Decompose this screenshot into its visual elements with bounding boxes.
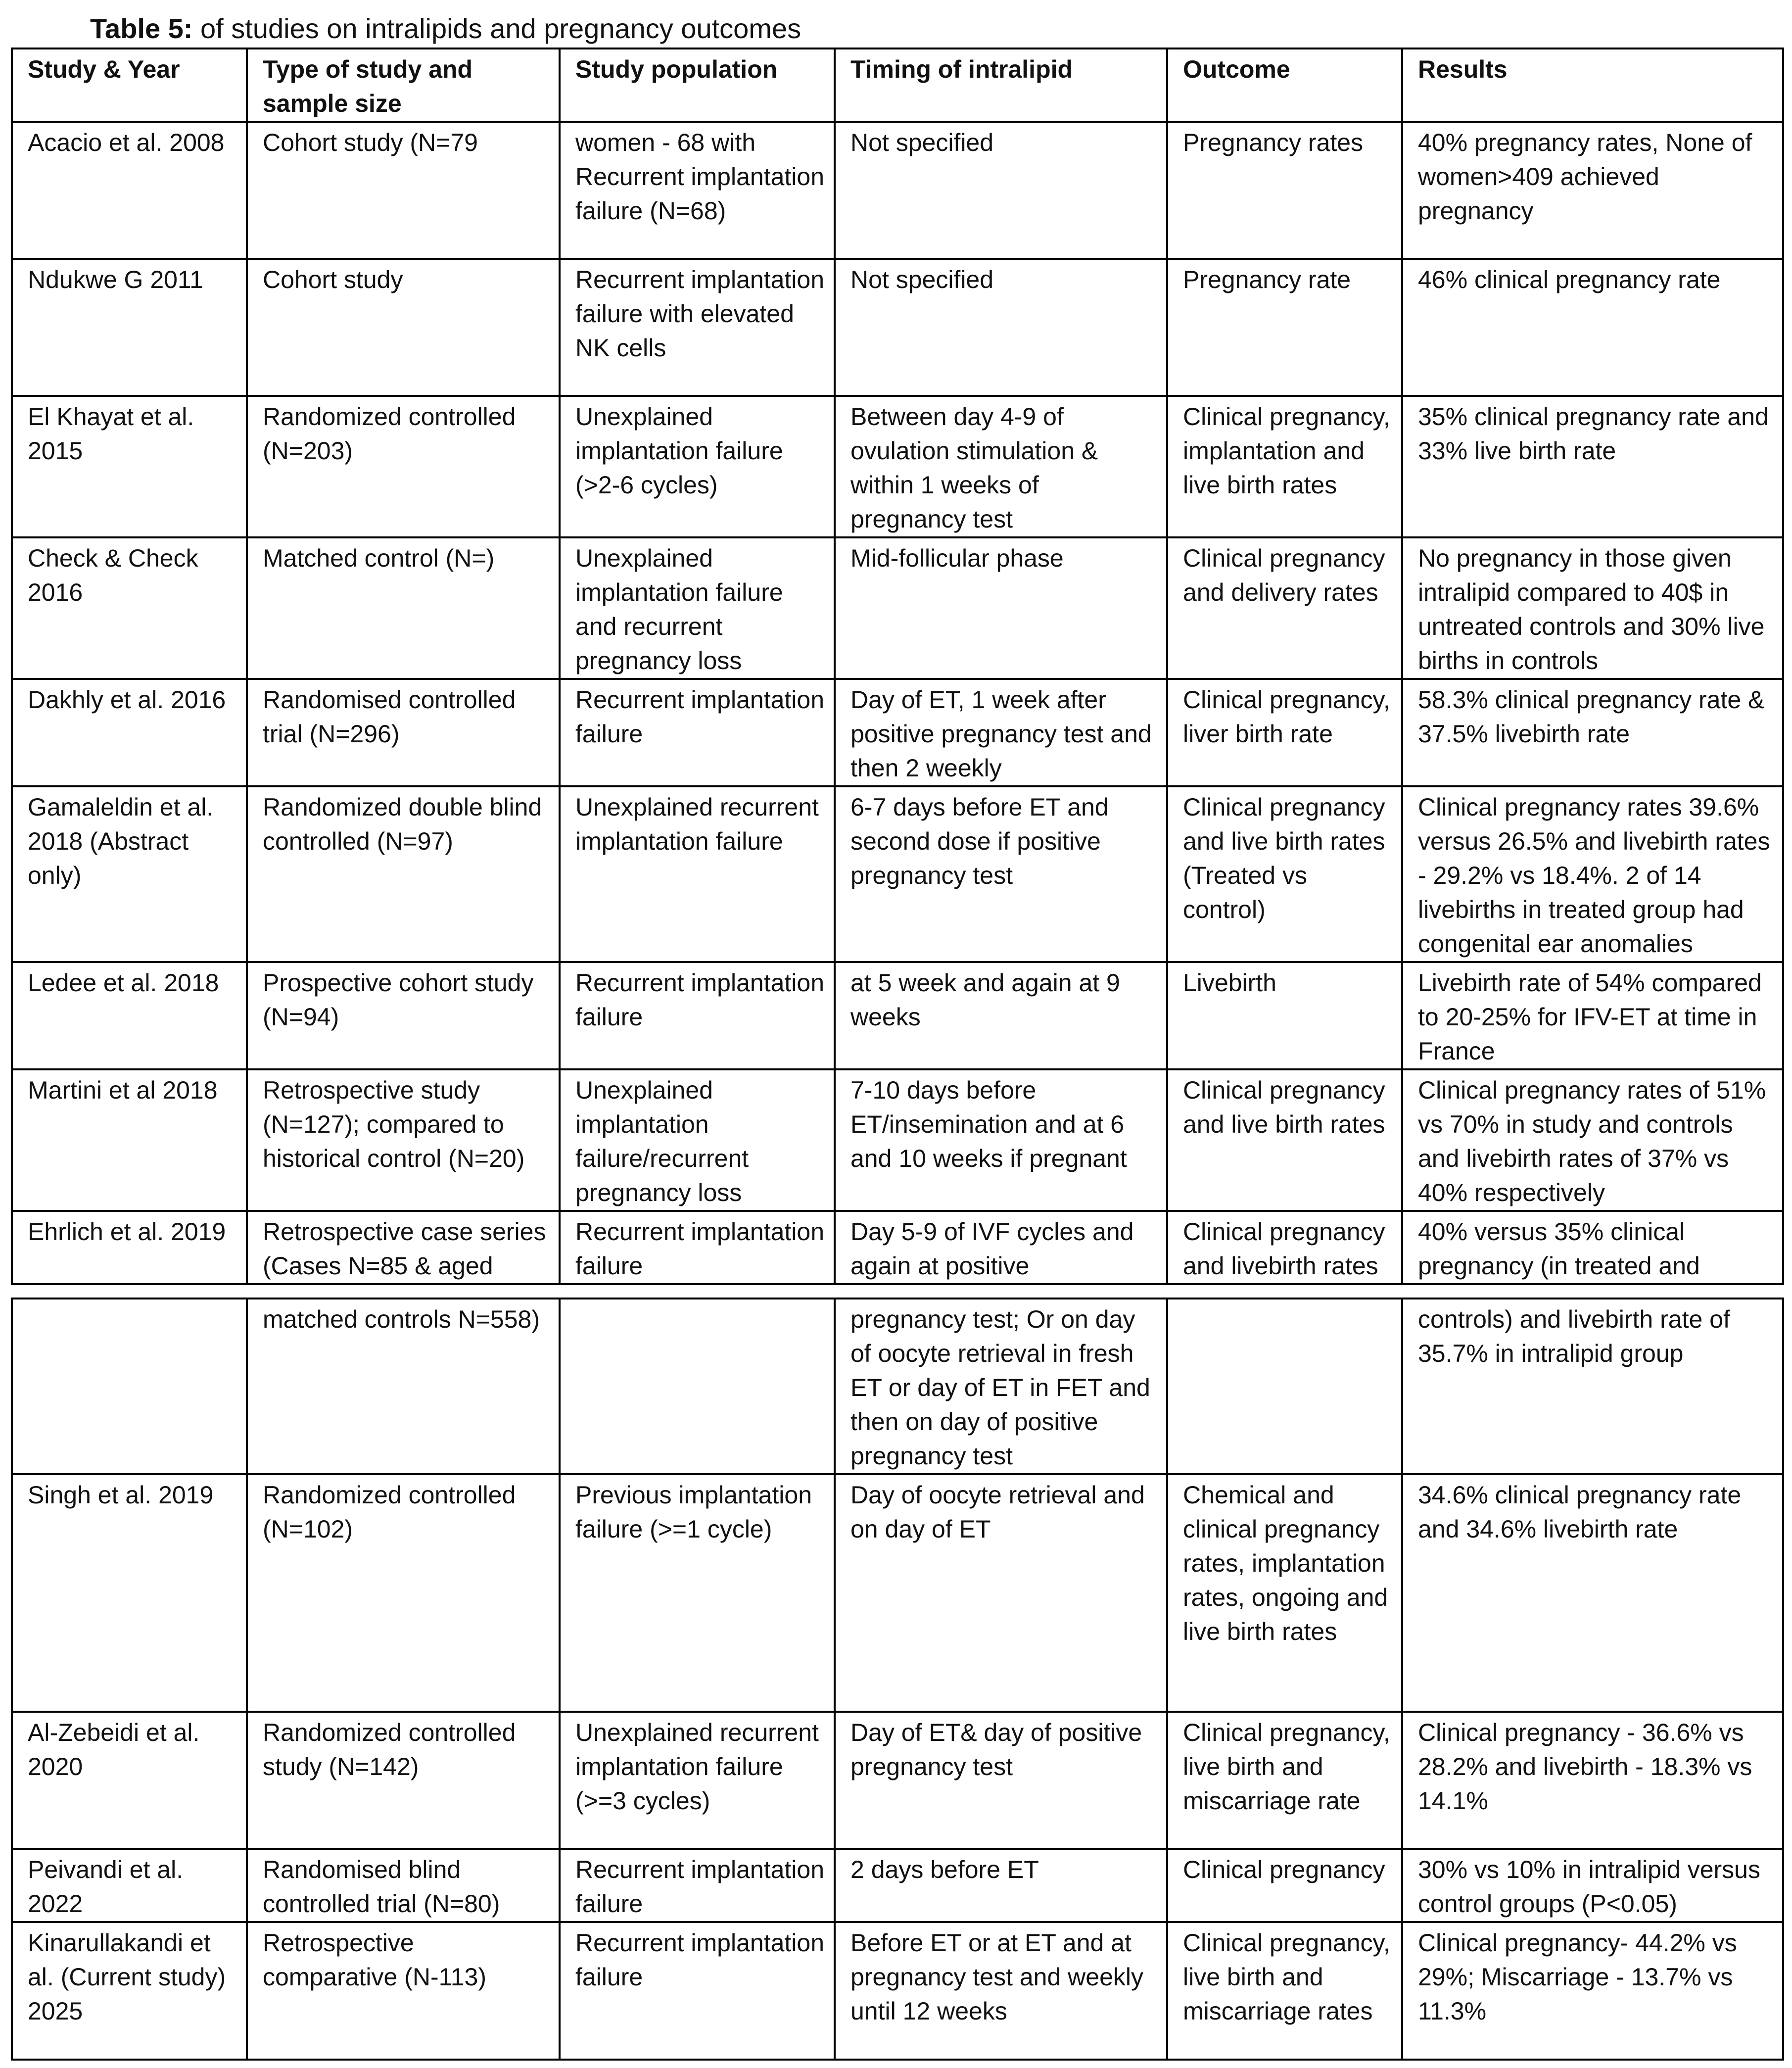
cell-population: Recurrent implantation failure — [560, 1922, 835, 2060]
header-row — [12, 48, 1783, 122]
cell-results: Clinical pregnancy - 36.6% vs 28.2% and livebirth - 18.3% vs 14.1% — [1402, 1712, 1783, 1849]
cell-timing: pregnancy test; Or on day of oocyte retrieval in fresh ET or day of ET in FET and then on day of positive pregnancy test — [835, 1299, 1167, 1474]
cell-type: Prospective cohort study (N=94) — [247, 962, 560, 1069]
cell-outcome: Clinical pregnancy, live birth and miscarriage rates — [1167, 1922, 1402, 2060]
table-caption — [90, 9, 801, 48]
cell-results: 40% versus 35% clinical pregnancy (in treated and — [1402, 1211, 1783, 1284]
table-row — [12, 396, 1783, 537]
cell-population: Recurrent implantation failure with elevated NK cells — [560, 259, 835, 396]
cell-outcome: Clinical pregnancy — [1167, 1849, 1402, 1922]
cell-type: Randomized controlled (N=102) — [247, 1474, 560, 1712]
cell-timing: Day of ET, 1 week after positive pregnancy test and then 2 weekly — [835, 679, 1167, 786]
cell-population: Recurrent implantation failure — [560, 679, 835, 786]
cell-population: Unexplained implantation failure and recurrent pregnancy loss — [560, 537, 835, 679]
header-results: Results — [1402, 48, 1783, 122]
cell-timing: 6-7 days before ET and second dose if positive pregnancy test — [835, 786, 1167, 962]
cell-results: controls) and livebirth rate of 35.7% in intralipid group — [1402, 1299, 1783, 1474]
cell-results: 30% vs 10% in intralipid versus control groups (P<0.05) — [1402, 1849, 1783, 1922]
table-row — [12, 679, 1783, 786]
cell-population: Previous implantation failure (>=1 cycle) — [560, 1474, 835, 1712]
cell-outcome: Clinical pregnancy and delivery rates — [1167, 537, 1402, 679]
cell-population: Recurrent implantation failure — [560, 1211, 835, 1284]
cell-study: Acacio et al. 2008 — [12, 122, 247, 259]
cell-timing: Between day 4-9 of ovulation stimulation & within 1 weeks of pregnancy test — [835, 396, 1167, 537]
cell-type: Randomised blind controlled trial (N=80) — [247, 1849, 560, 1922]
cell-study: El Khayat et al. 2015 — [12, 396, 247, 537]
table-row — [12, 1299, 1783, 1474]
cell-type: Randomized controlled (N=203) — [247, 396, 560, 537]
cell-population: Unexplained implantation failure/recurrent pregnancy loss — [560, 1069, 835, 1211]
cell-outcome: Clinical pregnancy, live birth and miscarriage rate — [1167, 1712, 1402, 1849]
cell-timing: Mid-follicular phase — [835, 537, 1167, 679]
studies-table-part2 — [11, 1298, 1784, 2061]
cell-population — [560, 1299, 835, 1474]
table-row — [12, 537, 1783, 679]
cell-study: Peivandi et al. 2022 — [12, 1849, 247, 1922]
table-row — [12, 1712, 1783, 1849]
cell-study: Ehrlich et al. 2019 — [12, 1211, 247, 1284]
studies-table-part1 — [11, 48, 1784, 1285]
cell-results: Clinical pregnancy rates 39.6% versus 26.5% and livebirth rates - 29.2% vs 18.4%. 2 of 14 livebirths in treated group had congenital ear anomalies — [1402, 786, 1783, 962]
cell-population: Recurrent implantation failure — [560, 1849, 835, 1922]
header-outcome: Outcome — [1167, 48, 1402, 122]
cell-timing: Day of ET& day of positive pregnancy test — [835, 1712, 1167, 1849]
cell-outcome: Clinical pregnancy, implantation and live birth rates — [1167, 396, 1402, 537]
cell-outcome — [1167, 1299, 1402, 1474]
header-timing: Timing of intralipid — [835, 48, 1167, 122]
header-study-year: Study & Year — [12, 48, 247, 122]
table-row — [12, 1211, 1783, 1284]
cell-results: 35% clinical pregnancy rate and 33% live birth rate — [1402, 396, 1783, 537]
cell-study: Gamaleldin et al. 2018 (Abstract only) — [12, 786, 247, 962]
table-label: Table 5: — [90, 13, 193, 44]
cell-study: Kinarullakandi et al. (Current study) 2025 — [12, 1922, 247, 2060]
table-row — [12, 786, 1783, 962]
cell-outcome: Clinical pregnancy and live birth rates — [1167, 1069, 1402, 1211]
cell-type: Randomized double blind controlled (N=97) — [247, 786, 560, 962]
cell-study: Ndukwe G 2011 — [12, 259, 247, 396]
header-type-of-study: Type of study and sample size — [247, 48, 560, 122]
table-row — [12, 122, 1783, 259]
cell-timing: Not specified — [835, 259, 1167, 396]
cell-study — [12, 1299, 247, 1474]
cell-timing: 7-10 days before ET/insemination and at 6 and 10 weeks if pregnant — [835, 1069, 1167, 1211]
cell-type: Cohort study — [247, 259, 560, 396]
cell-study: Ledee et al. 2018 — [12, 962, 247, 1069]
cell-timing: at 5 week and again at 9 weeks — [835, 962, 1167, 1069]
cell-results: 46% clinical pregnancy rate — [1402, 259, 1783, 396]
cell-type: matched controls N=558) — [247, 1299, 560, 1474]
cell-outcome: Clinical pregnancy, liver birth rate — [1167, 679, 1402, 786]
cell-type: Matched control (N=) — [247, 537, 560, 679]
cell-study: Dakhly et al. 2016 — [12, 679, 247, 786]
cell-study: Al-Zebeidi et al. 2020 — [12, 1712, 247, 1849]
cell-type: Randomised controlled trial (N=296) — [247, 679, 560, 786]
cell-study: Check & Check 2016 — [12, 537, 247, 679]
cell-timing: Day of oocyte retrieval and on day of ET — [835, 1474, 1167, 1712]
cell-results: Clinical pregnancy- 44.2% vs 29%; Miscarriage - 13.7% vs 11.3% — [1402, 1922, 1783, 2060]
cell-results: Livebirth rate of 54% compared to 20-25% for IFV-ET at time in France — [1402, 962, 1783, 1069]
cell-results: 40% pregnancy rates, None of women>409 achieved pregnancy — [1402, 122, 1783, 259]
cell-timing: 2 days before ET — [835, 1849, 1167, 1922]
header-study-population: Study population — [560, 48, 835, 122]
table-row — [12, 1069, 1783, 1211]
cell-outcome: Livebirth — [1167, 962, 1402, 1069]
cell-timing: Day 5-9 of IVF cycles and again at positive — [835, 1211, 1167, 1284]
cell-population: Unexplained implantation failure (>2-6 cycles) — [560, 396, 835, 537]
cell-results: Clinical pregnancy rates of 51% vs 70% in study and controls and livebirth rates of 37% vs 40% respectively — [1402, 1069, 1783, 1211]
cell-outcome: Clinical pregnancy and livebirth rates — [1167, 1211, 1402, 1284]
cell-population: women - 68 with Recurrent implantation failure (N=68) — [560, 122, 835, 259]
cell-results: 34.6% clinical pregnancy rate and 34.6% livebirth rate — [1402, 1474, 1783, 1712]
table-row — [12, 1922, 1783, 2060]
table-row — [12, 259, 1783, 396]
cell-type: Retrospective case series (Cases N=85 & aged — [247, 1211, 560, 1284]
cell-study: Martini et al 2018 — [12, 1069, 247, 1211]
cell-outcome: Pregnancy rate — [1167, 259, 1402, 396]
table-row — [12, 962, 1783, 1069]
cell-population: Unexplained recurrent implantation failure (>=3 cycles) — [560, 1712, 835, 1849]
cell-timing: Not specified — [835, 122, 1167, 259]
cell-population: Recurrent implantation failure — [560, 962, 835, 1069]
cell-type: Cohort study (N=79 — [247, 122, 560, 259]
cell-results: 58.3% clinical pregnancy rate & 37.5% livebirth rate — [1402, 679, 1783, 786]
table-caption-text: of studies on intralipids and pregnancy outcomes — [192, 13, 802, 44]
cell-type: Retrospective study (N=127); compared to historical control (N=20) — [247, 1069, 560, 1211]
cell-study: Singh et al. 2019 — [12, 1474, 247, 1712]
cell-results: No pregnancy in those given intralipid compared to 40$ in untreated controls and 30% live births in controls — [1402, 537, 1783, 679]
cell-type: Retrospective comparative (N-113) — [247, 1922, 560, 2060]
cell-outcome: Clinical pregnancy and live birth rates (Treated vs control) — [1167, 786, 1402, 962]
cell-type: Randomized controlled study (N=142) — [247, 1712, 560, 1849]
cell-timing: Before ET or at ET and at pregnancy test and weekly until 12 weeks — [835, 1922, 1167, 2060]
table-row — [12, 1474, 1783, 1712]
cell-outcome: Pregnancy rates — [1167, 122, 1402, 259]
cell-population: Unexplained recurrent implantation failure — [560, 786, 835, 962]
table-row — [12, 1849, 1783, 1922]
cell-outcome: Chemical and clinical pregnancy rates, implantation rates, ongoing and live birth rates — [1167, 1474, 1402, 1712]
